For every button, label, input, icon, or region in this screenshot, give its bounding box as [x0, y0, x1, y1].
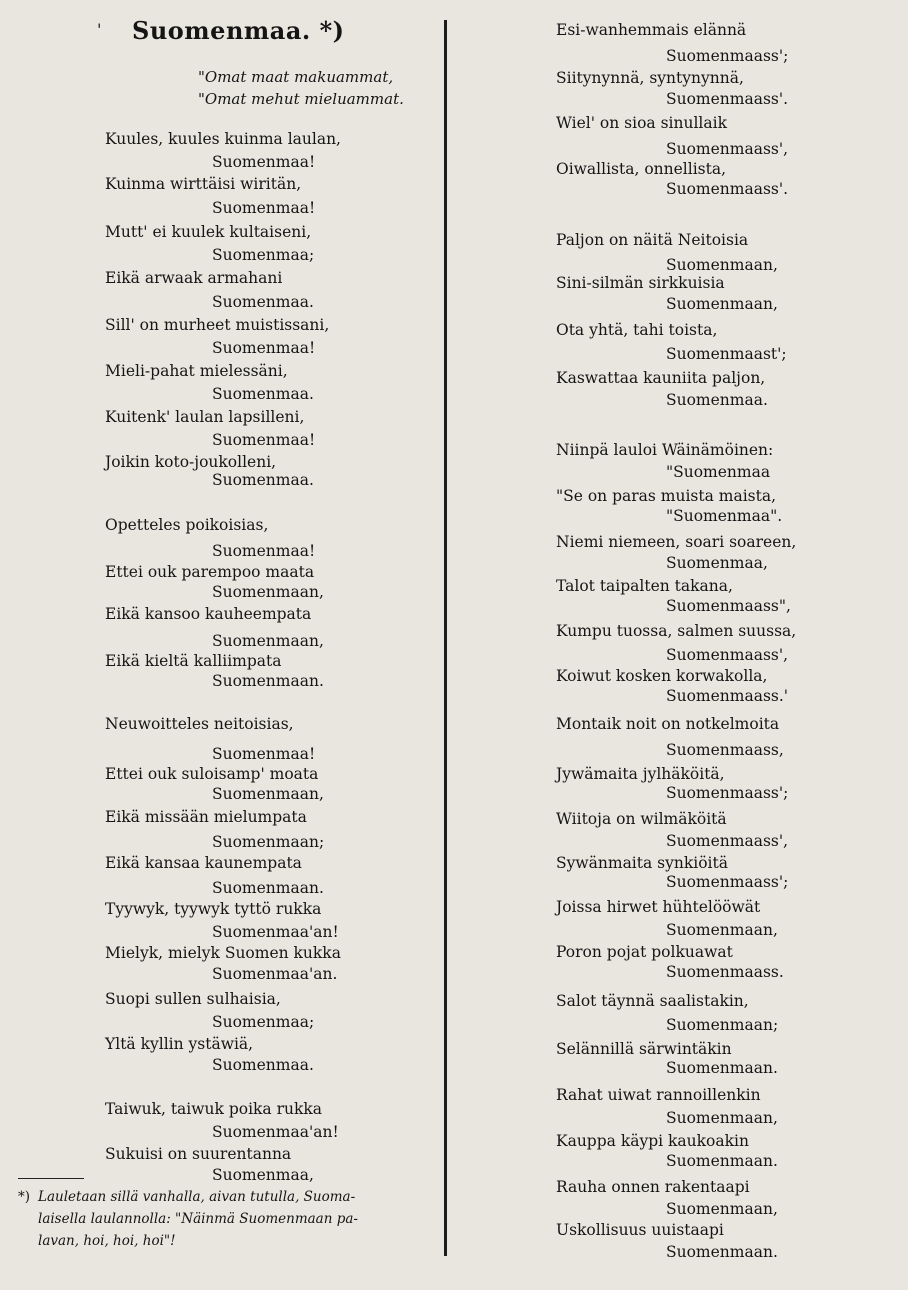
verse-line: Paljon on näitä Neitoisia: [556, 231, 749, 249]
verse-line: Opetteles poikoisias,: [105, 516, 269, 534]
refrain-line: Suomenmaass,: [666, 741, 784, 759]
refrain-line: "Suomenmaa: [666, 463, 771, 481]
refrain-line: Suomenmaass'.: [666, 180, 789, 198]
refrain-line: Suomenmaass';: [666, 47, 789, 65]
refrain-line: Suomenmaa.: [212, 471, 314, 489]
verse-line: Montaik noit on notkelmoita: [556, 715, 780, 733]
refrain-line: Suomenmaan,: [212, 583, 324, 601]
verse-line: Eikä missään mielumpata: [105, 808, 307, 826]
verse-line: Kuules, kuules kuinma laulan,: [105, 130, 341, 148]
epigraph: [198, 66, 404, 110]
column-divider: [444, 20, 447, 1256]
refrain-line: Suomenmaa,: [666, 554, 768, 572]
footnote-line: lavan, hoi, hoi, hoi"!: [38, 1233, 176, 1249]
refrain-line: Suomenmaan,: [212, 632, 324, 650]
verse-line: Poron pojat polkuawat: [556, 943, 733, 961]
verse-line: Mutt' ei kuulek kultaiseni,: [105, 223, 312, 241]
verse-line: Yltä kyllin ystäwiä,: [105, 1035, 254, 1053]
refrain-line: Suomenmaan;: [666, 1016, 779, 1034]
refrain-line: Suomenmaa!: [212, 542, 316, 560]
epigraph-line: "Omat mehut mieluammat.: [198, 90, 404, 108]
refrain-line: Suomenmaass.': [666, 687, 789, 705]
verse-line: Talot taipalten takana,: [556, 577, 733, 595]
refrain-line: Suomenmaa'an.: [212, 965, 338, 983]
verse-line: Kauppa käypi kaukoakin: [556, 1132, 749, 1150]
verse-line: Wiitoja on wilmäköitä: [556, 810, 727, 828]
verse-line: Kumpu tuossa, salmen suussa,: [556, 622, 797, 640]
verse-line: Kuinma wirttäisi wiritän,: [105, 175, 302, 193]
verse-line: Wiel' on sioa sinullaik: [556, 114, 727, 132]
verse-line: Ettei ouk parempoo maata: [105, 563, 315, 581]
refrain-line: Suomenmaass',: [666, 646, 789, 664]
verse-line: Kaswattaa kauniita paljon,: [556, 369, 766, 387]
refrain-line: Suomenmaan.: [212, 879, 324, 897]
refrain-line: Suomenmaa.: [212, 385, 314, 403]
refrain-line: Suomenmaa!: [212, 199, 316, 217]
refrain-line: Suomenmaass',: [666, 140, 789, 158]
verse-line: Eikä kieltä kalliimpata: [105, 652, 282, 670]
verse-line: Niemi niemeen, soari soareen,: [556, 533, 797, 551]
verse-line: Eikä kansoo kauheempata: [105, 605, 312, 623]
epigraph-line: "Omat maat makuammat,: [198, 68, 394, 86]
verse-line: Salot täynnä saalistakin,: [556, 992, 749, 1010]
footnote: [18, 1186, 433, 1252]
verse-line: Taiwuk, taiwuk poika rukka: [105, 1100, 323, 1118]
refrain-line: Suomenmaa.: [212, 293, 314, 311]
footnote-rule: [18, 1178, 84, 1179]
verse-line: Joissa hirwet hühtelööwät: [556, 898, 761, 916]
refrain-line: Suomenmaa!: [212, 339, 316, 357]
refrain-line: Suomenmaan,: [666, 1200, 778, 1218]
verse-line: Uskollisuus uuistaapi: [556, 1221, 724, 1239]
verse-line: Sukuisi on suurentanna: [105, 1145, 292, 1163]
verse-line: Jywämaita jylhäköitä,: [556, 765, 725, 783]
refrain-line: Suomenmaan.: [212, 672, 324, 690]
verse-line: Tyywyk, tyywyk tyttö rukka: [105, 900, 322, 918]
verse-line: Ettei ouk suloisamp' moata: [105, 765, 319, 783]
footnote-mark: *): [18, 1189, 31, 1205]
verse-line: Esi-wanhemmais elännä: [556, 21, 747, 39]
refrain-line: Suomenmaa!: [212, 745, 316, 763]
verse-line: Mielyk, mielyk Suomen kukka: [105, 944, 341, 962]
verse-line: Kuitenk' laulan lapsilleni,: [105, 408, 305, 426]
verse-line: Siitynynnä, syntynynnä,: [556, 69, 744, 87]
verse-line: Niinpä lauloi Wäinämöinen:: [556, 441, 774, 459]
refrain-line: Suomenmaan.: [666, 1152, 778, 1170]
refrain-line: Suomenmaa.: [212, 1056, 314, 1074]
refrain-line: Suomenmaass",: [666, 597, 791, 615]
refrain-line: Suomenmaa!: [212, 153, 316, 171]
refrain-line: Suomenmaass';: [666, 784, 789, 802]
verse-line: Rauha onnen rakentaapi: [556, 1178, 750, 1196]
left-column: [0, 0, 440, 1290]
verse-line: Koiwut kosken korwakolla,: [556, 667, 768, 685]
verse-line: Rahat uiwat rannoillenkin: [556, 1086, 761, 1104]
stray-mark: ': [97, 20, 102, 39]
refrain-line: Suomenmaan,: [666, 295, 778, 313]
refrain-line: Suomenmaan,: [666, 921, 778, 939]
verse-line: Joikin koto-joukolleni,: [105, 453, 277, 471]
refrain-line: Suomenmaast';: [666, 345, 787, 363]
refrain-line: Suomenmaan.: [666, 1243, 778, 1261]
refrain-line: Suomenmaass'.: [666, 90, 789, 108]
refrain-line: "Suomenmaa".: [666, 507, 783, 525]
right-column: [452, 0, 908, 1290]
verse-line: Eikä kansaa kaunempata: [105, 854, 302, 872]
verse-line: Selännillä särwintäkin: [556, 1040, 732, 1058]
refrain-line: Suomenmaass';: [666, 873, 789, 891]
refrain-line: Suomenmaa!: [212, 431, 316, 449]
refrain-line: Suomenmaan,: [666, 256, 778, 274]
verse-line: Sill' on murheet muistissani,: [105, 316, 330, 334]
verse-line: Oiwallista, onnellista,: [556, 160, 727, 178]
footnote-line: laisella laulannolla: "Näinmä Suomenmaan pa-: [38, 1211, 358, 1227]
verse-line: Sini-silmän sirkkuisia: [556, 274, 725, 292]
refrain-line: Suomenmaass',: [666, 832, 789, 850]
verse-line: "Se on paras muista maista,: [556, 487, 777, 505]
refrain-line: Suomenmaa.: [666, 391, 768, 409]
refrain-line: Suomenmaa'an!: [212, 1123, 339, 1141]
verse-line: Ota yhtä, tahi toista,: [556, 321, 718, 339]
refrain-line: Suomenmaa;: [212, 1013, 315, 1031]
verse-line: Eikä arwaak armahani: [105, 269, 283, 287]
refrain-line: Suomenmaan.: [666, 1059, 778, 1077]
verse-line: Sywänmaita synkiöitä: [556, 854, 728, 872]
refrain-line: Suomenmaa,: [212, 1166, 314, 1184]
verse-line: Neuwoitteles neitoisias,: [105, 715, 294, 733]
refrain-line: Suomenmaan,: [666, 1109, 778, 1127]
refrain-line: Suomenmaass.: [666, 963, 784, 981]
refrain-line: Suomenmaa'an!: [212, 923, 339, 941]
verse-line: Suopi sullen sulhaisia,: [105, 990, 281, 1008]
verse-line: Mieli-pahat mielessäni,: [105, 362, 288, 380]
poem-title: Suomenmaa. *): [132, 16, 345, 45]
refrain-line: Suomenmaan,: [212, 785, 324, 803]
refrain-line: Suomenmaan;: [212, 833, 325, 851]
footnote-line: Lauletaan sillä vanhalla, aivan tutulla, Suoma-: [38, 1189, 356, 1205]
refrain-line: Suomenmaa;: [212, 246, 315, 264]
